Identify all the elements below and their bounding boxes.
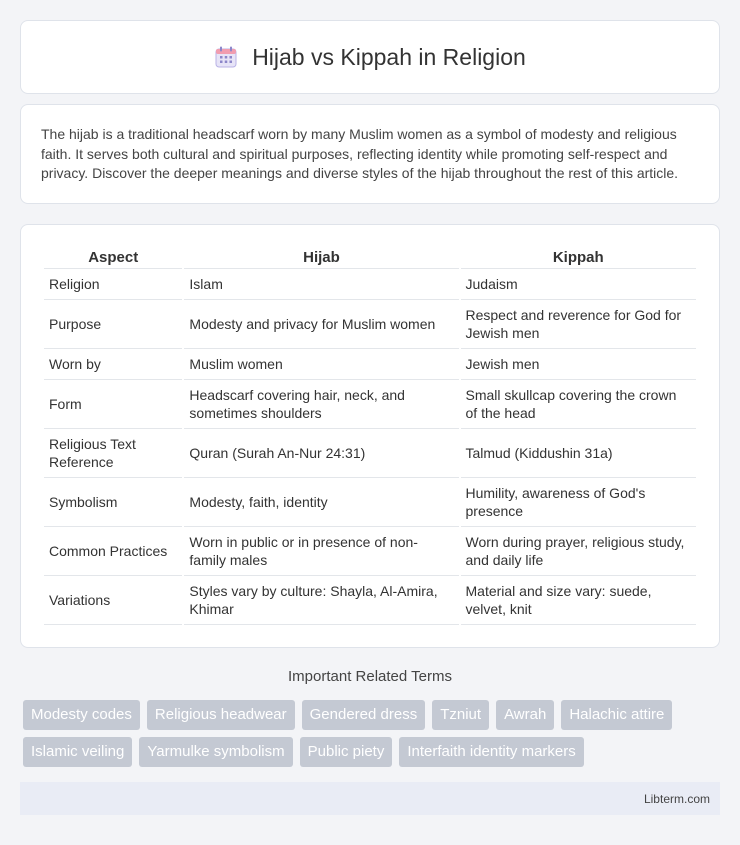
table-row [44,300,696,349]
table-cell: Material and size vary: suede, velvet, knit [461,576,697,625]
table-cell: Judaism [461,269,697,300]
related-terms-title: Important Related Terms [288,668,452,685]
table-cell: Modesty and privacy for Muslim women [184,300,458,349]
tag-yarmulke-symbolism[interactable]: Yarmulke symbolism [139,737,292,767]
table-cell: Form [44,380,182,429]
tag-modesty-codes[interactable]: Modesty codes [23,700,140,730]
table-cell: Variations [44,576,182,625]
related-terms-tags [23,700,723,767]
title-wrap [214,44,526,71]
table-cell: Religious Text Reference [44,429,182,478]
table-cell: Islam [184,269,458,300]
table-cell: Worn during prayer, religious study, and daily life [461,527,697,576]
header-card [20,20,720,94]
column-header-aspect: Aspect [44,245,182,269]
table-cell: Styles vary by culture: Shayla, Al-Amira, Khimar [184,576,458,625]
table-row [44,380,696,429]
tag-interfaith-identity-markers[interactable]: Interfaith identity markers [399,737,583,767]
table-row [44,269,696,300]
table-cell: Respect and reverence for God for Jewish men [461,300,697,349]
comparison-table [42,245,698,625]
table-row [44,576,696,625]
table-cell: Headscarf covering hair, neck, and sometimes shoulders [184,380,458,429]
footer-brand-link[interactable]: Libterm.com [643,791,710,806]
calendar-icon [214,45,238,69]
table-cell: Worn by [44,349,182,380]
footer [20,782,720,815]
column-header-hijab: Hijab [184,245,458,269]
page-title: Hijab vs Kippah in Religion [252,43,526,70]
table-cell: Talmud (Kiddushin 31a) [461,429,697,478]
table-cell: Symbolism [44,478,182,527]
tag-public-piety[interactable]: Public piety [300,737,393,767]
table-cell: Humility, awareness of God's presence [461,478,697,527]
tag-islamic-veiling[interactable]: Islamic veiling [23,737,132,767]
tag-gendered-dress[interactable]: Gendered dress [302,700,426,730]
table-cell: Quran (Surah An-Nur 24:31) [184,429,458,478]
tag-tzniut[interactable]: Tzniut [432,700,489,730]
tag-halachic-attire[interactable]: Halachic attire [561,700,672,730]
table-row [44,429,696,478]
column-header-kippah: Kippah [461,245,697,269]
comparison-table-card [20,224,720,648]
table-row [44,527,696,576]
table-cell: Jewish men [461,349,697,380]
table-row [44,349,696,380]
table-cell: Small skullcap covering the crown of the head [461,380,697,429]
table-cell: Worn in public or in presence of non-family males [184,527,458,576]
table-cell: Purpose [44,300,182,349]
intro-card [20,104,720,204]
tag-religious-headwear[interactable]: Religious headwear [147,700,295,730]
table-row [44,478,696,527]
table-cell: Common Practices [44,527,182,576]
table-header-row [44,245,696,269]
table-cell: Modesty, faith, identity [184,478,458,527]
tag-awrah[interactable]: Awrah [496,700,554,730]
table-cell: Muslim women [184,349,458,380]
table-cell: Religion [44,269,182,300]
intro-text: The hijab is a traditional headscarf worn by many Muslim women as a symbol of modesty and religious faith. It serves both cultural and spiritual purposes, reflecting identity while promoting self-respect and privacy. Discover the deeper meanings and diverse styles of the hijab throughout the rest of this article. [41,126,679,181]
